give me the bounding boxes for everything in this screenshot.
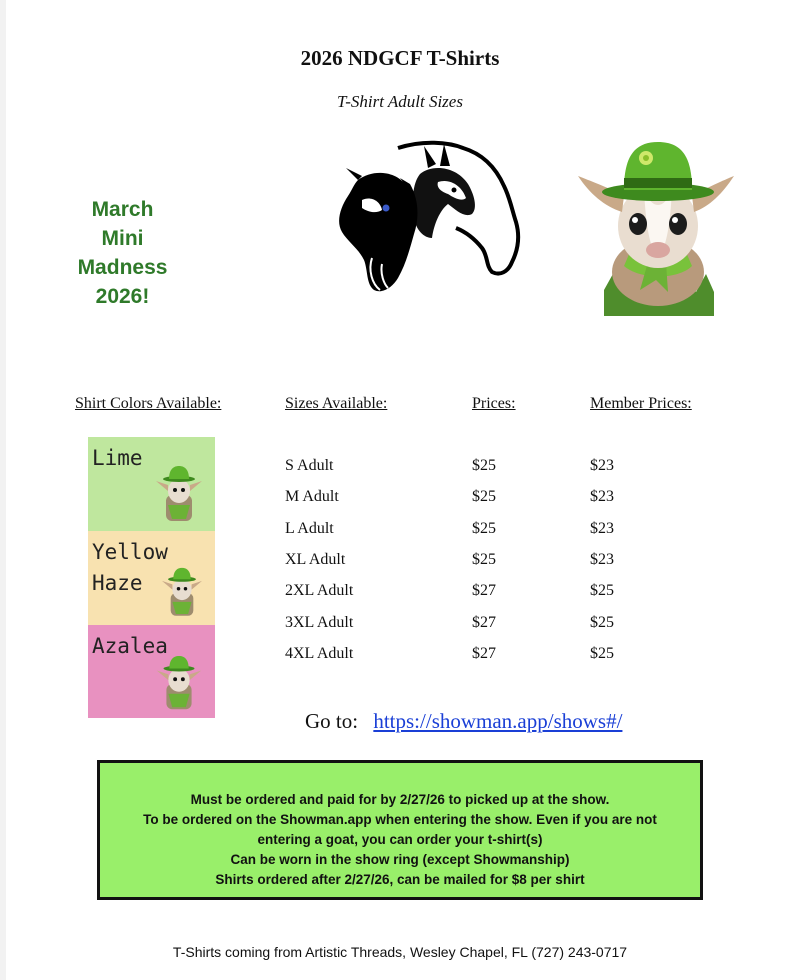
price-cell: $27 [472,645,496,662]
price-cell: $25 [472,551,496,568]
member-price-cell: $25 [590,614,614,631]
size-cell: L Adult [285,520,334,537]
page-subtitle: T-Shirt Adult Sizes [337,92,463,111]
colors-header: Shirt Colors Available: [75,395,222,412]
size-cell: 3XL Adult [285,614,354,631]
notice-line: Can be worn in the show ring (except Showmanship) [230,852,570,867]
event-line: Mini [101,227,144,250]
notice-line: Shirts ordered after 2/27/26, can be mailed for $8 per shirt [215,872,585,887]
showman-link[interactable]: https://showman.app/shows#/ [373,709,623,733]
size-cell: 2XL Adult [285,582,354,599]
member-price-cell: $25 [590,582,614,599]
size-cell: XL Adult [285,551,346,568]
event-line: Madness [77,256,168,279]
footer-text: T-Shirts coming from Artistic Threads, Wesley Chapel, FL (727) 243-0717 [172,944,628,960]
price-cell: $27 [472,614,496,631]
sizes-header: Sizes Available: [285,395,388,412]
goat-logo-image [328,138,524,300]
member-price-cell: $23 [590,457,614,474]
size-cell: 4XL Adult [285,645,354,662]
page-edge [0,0,6,980]
event-line: 2026! [95,285,150,308]
goat-mascot-icon [154,465,204,527]
swatch-yellow-haze [88,531,215,625]
member-prices-header: Member Prices: [590,395,692,412]
event-line: March [91,198,154,221]
size-cell: M Adult [285,488,339,505]
size-cell: S Adult [285,457,334,474]
swatch-label: Haze [92,571,143,595]
page-title: 2026 NDGCF T-Shirts [300,46,500,70]
swatch-label: Azalea [92,634,168,658]
goat-mascot-icon [160,567,204,621]
member-price-cell: $23 [590,520,614,537]
event-name [60,195,185,311]
price-cell: $27 [472,582,496,599]
member-price-cell: $25 [590,645,614,662]
goat-mascot-image [574,130,736,316]
order-notice-box [97,760,703,900]
goto-line [305,709,622,734]
swatch-label: Yellow [92,540,168,564]
price-cell: $25 [472,488,496,505]
price-cell: $25 [472,520,496,537]
swatch-label: Lime [92,446,143,470]
prices-header: Prices: [472,395,516,412]
notice-line: entering a goat, you can order your t-shirt(s) [257,832,543,847]
member-price-cell: $23 [590,488,614,505]
goto-label: Go to: [305,709,359,733]
member-price-cell: $23 [590,551,614,568]
swatch-azalea [88,625,215,718]
price-cell: $25 [472,457,496,474]
notice-line: To be ordered on the Showman.app when entering the show. Even if you are not [143,812,657,827]
goat-mascot-icon [154,655,204,715]
notice-line: Must be ordered and paid for by 2/27/26 to picked up at the show. [190,792,610,807]
swatch-lime [88,437,215,531]
